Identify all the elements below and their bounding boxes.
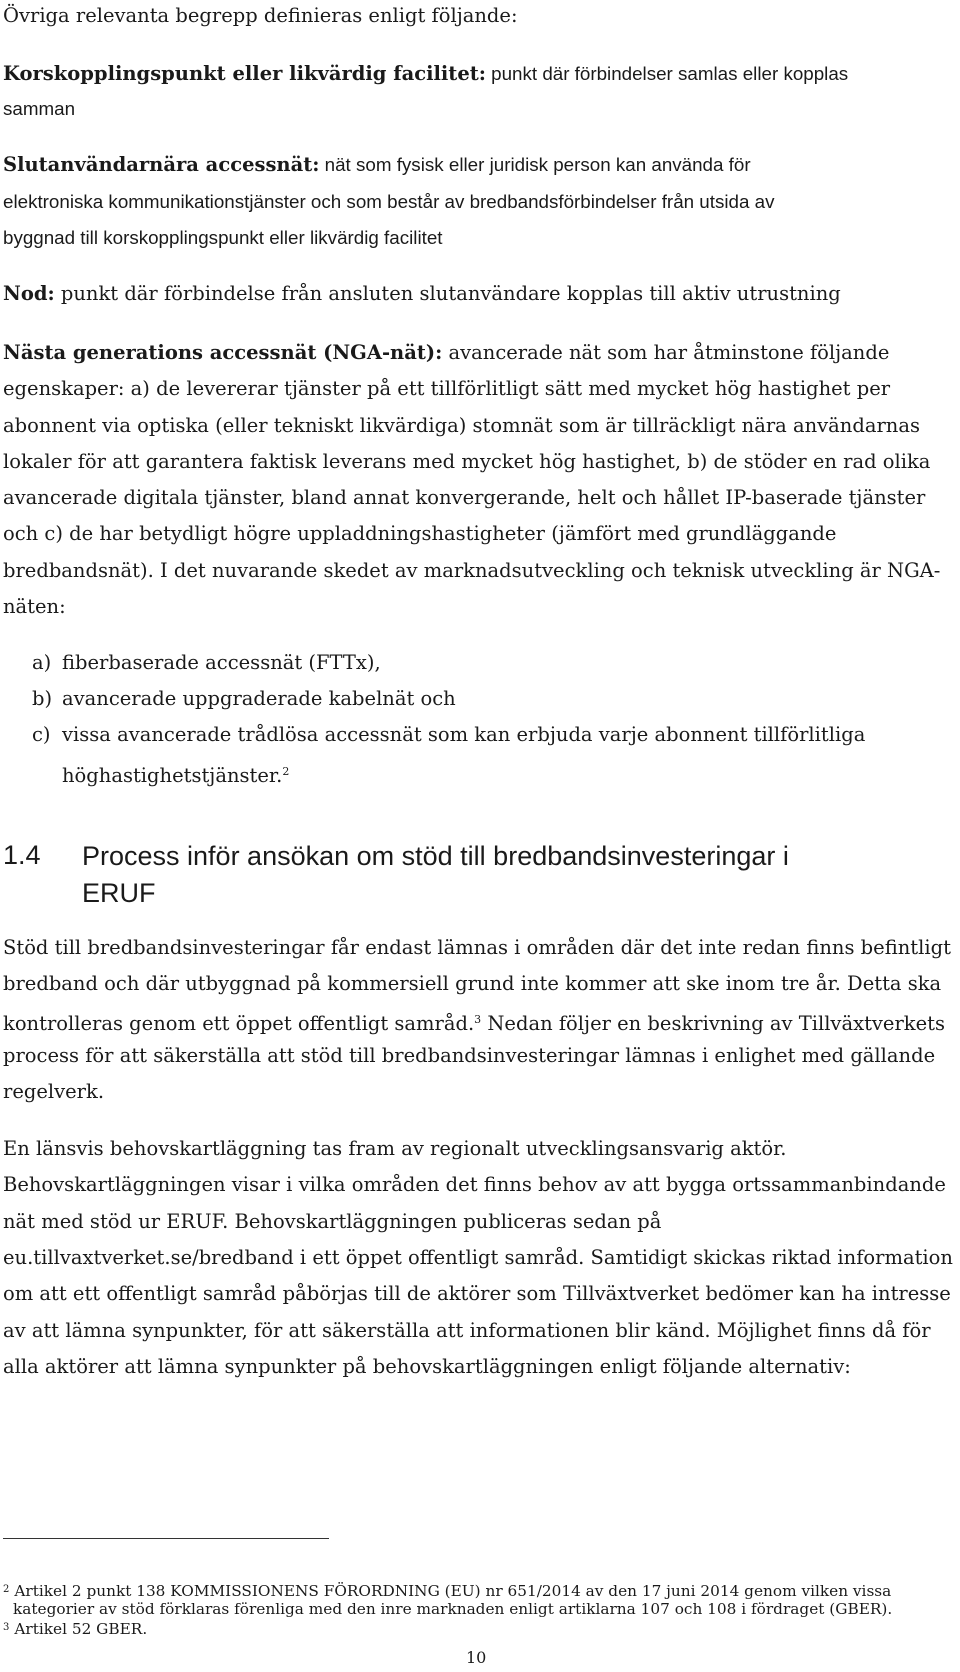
definition-text: lokaler för att garantera faktisk leverans med mycket hög hastighet, b) de stöder en rad olika	[3, 450, 931, 473]
footnote-text: Artikel 52 GBER.	[14, 1620, 148, 1638]
footnote-text: Artikel 2 punkt 138 KOMMISSIONENS FÖRORDNING (EU) nr 651/2014 av den 17 juni 2014 genom vilken vissa	[14, 1582, 892, 1600]
footnote-reference[interactable]: 2	[282, 765, 290, 778]
intro-text: Övriga relevanta begrepp definieras enligt följande:	[3, 4, 518, 27]
list-item: fiberbaserade accessnät (FTTx),	[62, 651, 381, 674]
paragraph-line: En länsvis behovskartläggning tas fram av regionalt utvecklingsansvarig aktör.	[3, 1137, 787, 1160]
paragraph-line: process för att säkerställa att stöd till bredbandsinvesteringar lämnas i enlighet med gällande	[3, 1044, 936, 1067]
section-heading: Process inför ansökan om stöd till bredbandsinvesteringar i	[82, 841, 789, 871]
list-item-text: höghastighetstjänster.	[62, 764, 283, 787]
footnote-marker: 2	[3, 1584, 10, 1595]
paragraph-line	[3, 1008, 945, 1036]
definition-text: abonnent via optiska (eller tekniskt likvärdiga) stomnät som är tillräckligt nära användarnas	[3, 414, 920, 437]
definition-text: punkt där förbindelse från ansluten slutanvändare kopplas till aktiv utrustning	[54, 282, 841, 305]
paragraph-line: Behovskartläggningen visar i vilka områden det finns behov av att bygga ortssammanbindande	[3, 1173, 946, 1196]
definition-term: Nod:	[3, 282, 55, 305]
definition-korskopplingspunkt	[3, 62, 848, 86]
definition-term: Korskopplingspunkt eller likvärdig facilitet:	[3, 62, 486, 85]
definition-text: avancerade nät som har åtminstone följande	[442, 341, 890, 364]
footnote-marker: 3	[3, 1622, 10, 1633]
paragraph-line: av att lämna synpunkter, för att säkerställa att informationen blir känd. Möjlighet finns då för	[3, 1319, 931, 1342]
footnote-2	[3, 1580, 891, 1601]
definition-term: Slutanvändarnära accessnät:	[3, 153, 320, 176]
footnote-reference[interactable]: 3	[474, 1013, 482, 1026]
paragraph-line: bredband och där utbyggnad på kommersiell grund inte kommer att ske inom tre år. Detta ska	[3, 972, 942, 995]
definition-text: nät som fysisk eller juridisk person kan använda för	[319, 154, 751, 175]
page-number: 10	[466, 1648, 487, 1667]
list-marker: a)	[32, 651, 52, 674]
section-number: 1.4	[3, 840, 41, 870]
paragraph-line: Stöd till bredbandsinvesteringar får endast lämnas i områden där det inte redan finns befintligt	[3, 936, 951, 959]
definition-text: egenskaper: a) de levererar tjänster på ett tillförlitligt sätt med mycket hög hastighet per	[3, 377, 891, 400]
definition-text: avancerade digitala tjänster, bland annat konvergerande, helt och hållet IP-baserade tjänster	[3, 486, 926, 509]
paragraph-text: Nedan följer en beskrivning av Tillväxtverkets	[481, 1012, 945, 1035]
definition-nod	[3, 282, 841, 306]
list-marker: b)	[32, 687, 53, 710]
paragraph-line: regelverk.	[3, 1080, 105, 1103]
section-heading: ERUF	[82, 878, 156, 908]
footnote-divider	[3, 1538, 329, 1539]
definition-text: näten:	[3, 595, 66, 618]
definition-text: och c) de har betydligt högre uppladdningshastigheter (jämfört med grundläggande	[3, 522, 837, 545]
paragraph-line: om att ett offentligt samråd påbörjas till de aktörer som Tillväxtverket bedömer kan ha intresse	[3, 1282, 951, 1305]
definition-nga-nat	[3, 341, 889, 365]
definition-text: samman	[3, 98, 76, 119]
paragraph-line: eu.tillvaxtverket.se/bredband i ett öppet offentligt samråd. Samtidigt skickas riktad information	[3, 1246, 953, 1269]
definition-text: punkt där förbindelser samlas eller kopplas	[485, 63, 849, 84]
definition-text: byggnad till korskopplingspunkt eller likvärdig facilitet	[3, 227, 443, 248]
definition-text: bredbandsnät). I det nuvarande skedet av marknadsutveckling och teknisk utveckling är NGA-	[3, 559, 941, 582]
list-marker: c)	[32, 723, 51, 746]
list-item-continuation	[62, 760, 289, 788]
definition-text: elektroniska kommunikationstjänster och som består av bredbandsförbindelser från utsida av	[3, 191, 775, 212]
list-item: vissa avancerade trådlösa accessnät som kan erbjuda varje abonnent tillförlitliga	[62, 723, 866, 746]
footnote-text: kategorier av stöd förklaras förenliga med den inre marknaden enligt artiklarna 107 och 108 i fördraget (GBER).	[13, 1600, 893, 1618]
paragraph-text: kontrolleras genom ett öppet offentligt samråd.	[3, 1012, 475, 1035]
definition-slutanvandarnara	[3, 153, 751, 177]
definition-term: Nästa generations accessnät (NGA-nät):	[3, 341, 443, 364]
paragraph-line: alla aktörer att lämna synpunkter på behovskartläggningen enligt följande alternativ:	[3, 1355, 851, 1378]
list-item: avancerade uppgraderade kabelnät och	[62, 687, 456, 710]
paragraph-line: nät med stöd ur ERUF. Behovskartläggningen publiceras sedan på	[3, 1210, 662, 1233]
footnote-3	[3, 1618, 147, 1639]
